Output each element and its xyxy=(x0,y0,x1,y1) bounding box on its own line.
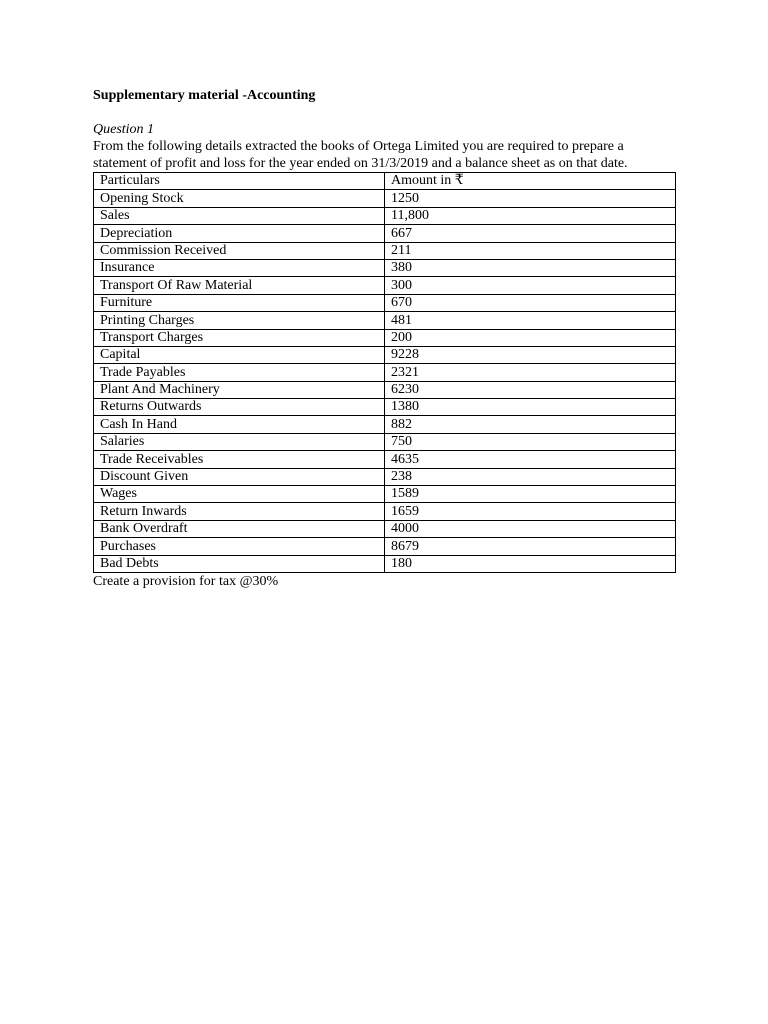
amount-cell: 300 xyxy=(385,277,676,294)
table-row xyxy=(94,399,676,416)
particular-cell: Transport Of Raw Material xyxy=(94,277,385,294)
amount-cell: 667 xyxy=(385,225,676,242)
particular-cell: Wages xyxy=(94,486,385,503)
particular-cell: Discount Given xyxy=(94,468,385,485)
particular-cell: Trade Payables xyxy=(94,364,385,381)
table-row xyxy=(94,190,676,207)
particular-cell: Bank Overdraft xyxy=(94,520,385,537)
particular-cell: Plant And Machinery xyxy=(94,381,385,398)
table-row xyxy=(94,242,676,259)
particular-cell: Furniture xyxy=(94,294,385,311)
amount-cell: 180 xyxy=(385,555,676,572)
table-row xyxy=(94,225,676,242)
amount-cell: 481 xyxy=(385,312,676,329)
amount-cell: 882 xyxy=(385,416,676,433)
table-row xyxy=(94,468,676,485)
table-row xyxy=(94,277,676,294)
header-amount: Amount in ₹ xyxy=(385,173,676,190)
table-body xyxy=(94,190,676,573)
amount-cell: 238 xyxy=(385,468,676,485)
amount-cell: 670 xyxy=(385,294,676,311)
table-row xyxy=(94,555,676,572)
tax-provision-note: Create a provision for tax @30% xyxy=(93,573,279,589)
particular-cell: Trade Receivables xyxy=(94,451,385,468)
amount-cell: 1589 xyxy=(385,486,676,503)
question-label: Question 1 xyxy=(93,122,155,137)
particular-cell: Commission Received xyxy=(94,242,385,259)
amount-cell: 11,800 xyxy=(385,207,676,224)
amount-cell: 750 xyxy=(385,433,676,450)
amount-cell: 4635 xyxy=(385,451,676,468)
table-row xyxy=(94,538,676,555)
table-header-row xyxy=(94,173,676,190)
particular-cell: Return Inwards xyxy=(94,503,385,520)
particular-cell: Insurance xyxy=(94,259,385,276)
particular-cell: Sales xyxy=(94,207,385,224)
particular-cell: Cash In Hand xyxy=(94,416,385,433)
table-row xyxy=(94,259,676,276)
question-text: From the following details extracted the books of Ortega Limited you are required to prepare a statement of profit and loss for the year ended on 31/3/2019 and a balance sheet as on that date. xyxy=(93,139,628,171)
table-row xyxy=(94,207,676,224)
table-row xyxy=(94,381,676,398)
amount-cell: 8679 xyxy=(385,538,676,555)
table-row xyxy=(94,312,676,329)
amount-cell: 1659 xyxy=(385,503,676,520)
particulars-table xyxy=(93,172,676,573)
table-row xyxy=(94,433,676,450)
document-page xyxy=(93,86,675,590)
amount-cell: 1250 xyxy=(385,190,676,207)
amount-cell: 211 xyxy=(385,242,676,259)
table-row xyxy=(94,346,676,363)
header-particulars: Particulars xyxy=(94,173,385,190)
amount-cell: 6230 xyxy=(385,381,676,398)
particular-cell: Printing Charges xyxy=(94,312,385,329)
particular-cell: Capital xyxy=(94,346,385,363)
particular-cell: Bad Debts xyxy=(94,555,385,572)
particular-cell: Purchases xyxy=(94,538,385,555)
table-row xyxy=(94,416,676,433)
amount-cell: 380 xyxy=(385,259,676,276)
amount-cell: 200 xyxy=(385,329,676,346)
document-title: Supplementary material -Accounting xyxy=(93,88,316,103)
particular-cell: Salaries xyxy=(94,433,385,450)
particular-cell: Opening Stock xyxy=(94,190,385,207)
amount-cell: 4000 xyxy=(385,520,676,537)
table-row xyxy=(94,329,676,346)
table-row xyxy=(94,503,676,520)
particular-cell: Depreciation xyxy=(94,225,385,242)
table-row xyxy=(94,486,676,503)
table-row xyxy=(94,520,676,537)
amount-cell: 2321 xyxy=(385,364,676,381)
amount-cell: 9228 xyxy=(385,346,676,363)
table-row xyxy=(94,451,676,468)
table-row xyxy=(94,364,676,381)
table-row xyxy=(94,294,676,311)
particular-cell: Transport Charges xyxy=(94,329,385,346)
amount-cell: 1380 xyxy=(385,399,676,416)
particular-cell: Returns Outwards xyxy=(94,399,385,416)
